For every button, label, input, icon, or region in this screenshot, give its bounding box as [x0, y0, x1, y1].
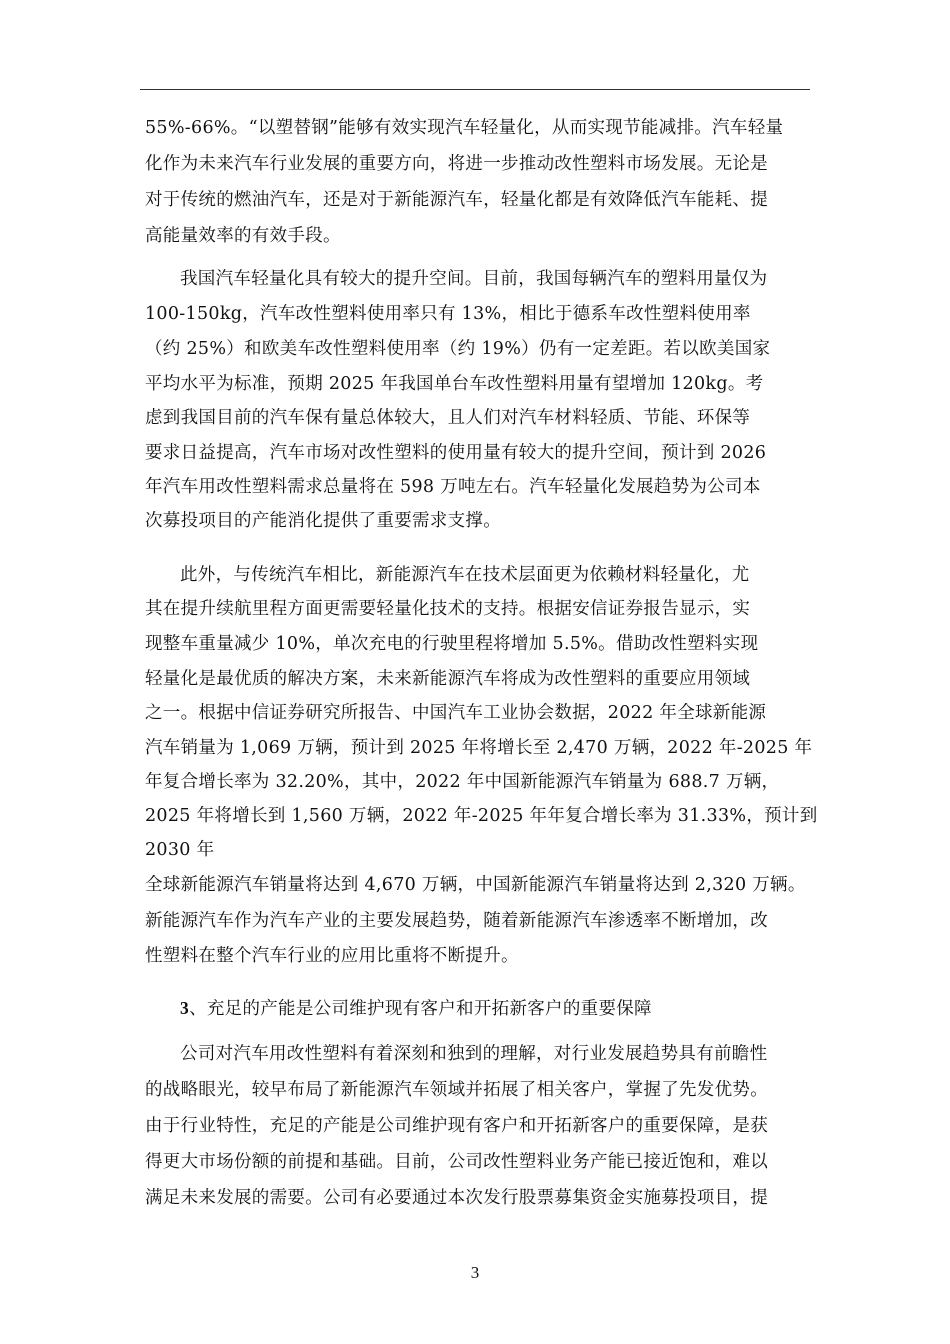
paragraph-3-line: 汽车销量为 1,069 万辆，预计到 2025 年将增长至 2,470 万辆，2022 年-2025 年	[145, 738, 813, 758]
paragraph-3-line: 新能源汽车作为汽车产业的主要发展趋势，随着新能源汽车渗透率不断增加，改	[145, 911, 768, 931]
paragraph-1-line: 55%-66%。“以塑替钢”能够有效实现汽车轻量化，从而实现节能减排。汽车轻量	[145, 118, 784, 138]
paragraph-3-line: 轻量化是最优质的解决方案，未来新能源汽车将成为改性塑料的重要应用领域	[145, 669, 751, 689]
section-title: 、充足的产能是公司维护现有客户和开拓新客户的重要保障	[189, 999, 652, 1019]
paragraph-2-line: 我国汽车轻量化具有较大的提升空间。目前，我国每辆汽车的塑料用量仅为	[180, 269, 768, 289]
header-rule	[140, 89, 810, 90]
paragraph-2-line: 虑到我国目前的汽车保有量总体较大，且人们对汽车材料轻质、节能、环保等	[145, 408, 751, 428]
paragraph-3-line: 2025 年将增长到 1,560 万辆，2022 年-2025 年年复合增长率为 31.33%，预计到	[145, 806, 818, 826]
paragraph-2-line: 年汽车用改性塑料需求总量将在 598 万吨左右。汽车轻量化发展趋势为公司本	[145, 477, 761, 497]
paragraph-3-line: 现整车重量减少 10%，单次充电的行驶里程将增加 5.5%。借助改性塑料实现	[145, 634, 759, 654]
paragraph-1-line: 对于传统的燃油汽车，还是对于新能源汽车，轻量化都是有效降低汽车能耗、提	[145, 190, 768, 210]
paragraph-3-line: 年复合增长率为 32.20%，其中，2022 年中国新能源汽车销量为 688.7 万辆，	[145, 772, 780, 792]
paragraph-3-line: 全球新能源汽车销量将达到 4,670 万辆，中国新能源汽车销量将达到 2,320 万辆。	[145, 875, 806, 895]
paragraph-2-line: 平均水平为标准，预期 2025 年我国单台车改性塑料用量有望增加 120kg。考	[145, 374, 764, 394]
paragraph-3-line: 其在提升续航里程方面更需要轻量化技术的支持。根据安信证券报告显示，实	[145, 599, 751, 619]
paragraph-4-line: 满足未来发展的需要。公司有必要通过本次发行股票募集资金实施募投项目，提	[145, 1188, 768, 1208]
paragraph-3-line: 性塑料在整个汽车行业的应用比重将不断提升。	[145, 946, 519, 966]
paragraph-2-line: 要求日益提高，汽车市场对改性塑料的使用量有较大的提升空间，预计到 2026	[145, 443, 767, 463]
paragraph-2-line: （约 25%）和欧美车改性塑料使用率（约 19%）仍有一定差距。若以欧美国家	[145, 339, 771, 359]
paragraph-3-line: 2030 年	[145, 840, 215, 860]
paragraph-1-line: 化作为未来汽车行业发展的重要方向，将进一步推动改性塑料市场发展。无论是	[145, 154, 768, 174]
paragraph-2-line: 次募投项目的产能消化提供了重要需求支撑。	[145, 511, 501, 531]
paragraph-3-line: 之一。根据中信证券研究所报告、中国汽车工业协会数据，2022 年全球新能源	[145, 703, 767, 723]
paragraph-4-line: 得更大市场份额的前提和基础。目前，公司改性塑料业务产能已接近饱和，难以	[145, 1152, 768, 1172]
paragraph-4-line: 由于行业特性，充足的产能是公司维护现有客户和开拓新客户的重要保障，是获	[145, 1116, 768, 1136]
paragraph-4-line: 公司对汽车用改性塑料有着深刻和独到的理解，对行业发展趋势具有前瞻性	[180, 1044, 768, 1064]
paragraph-4-line: 的战略眼光，较早布局了新能源汽车领域并拓展了相关客户，掌握了先发优势。	[145, 1080, 768, 1100]
page-number: 3	[470, 1263, 480, 1282]
section-number: 3	[180, 998, 190, 1018]
paragraph-2-line: 100-150kg，汽车改性塑料使用率只有 13%，相比于德系车改性塑料使用率	[145, 304, 751, 324]
paragraph-3-line: 此外，与传统汽车相比，新能源汽车在技术层面更为依赖材料轻量化，尤	[180, 565, 750, 585]
paragraph-1-line: 高能量效率的有效手段。	[145, 226, 341, 246]
section-heading	[180, 990, 652, 1026]
